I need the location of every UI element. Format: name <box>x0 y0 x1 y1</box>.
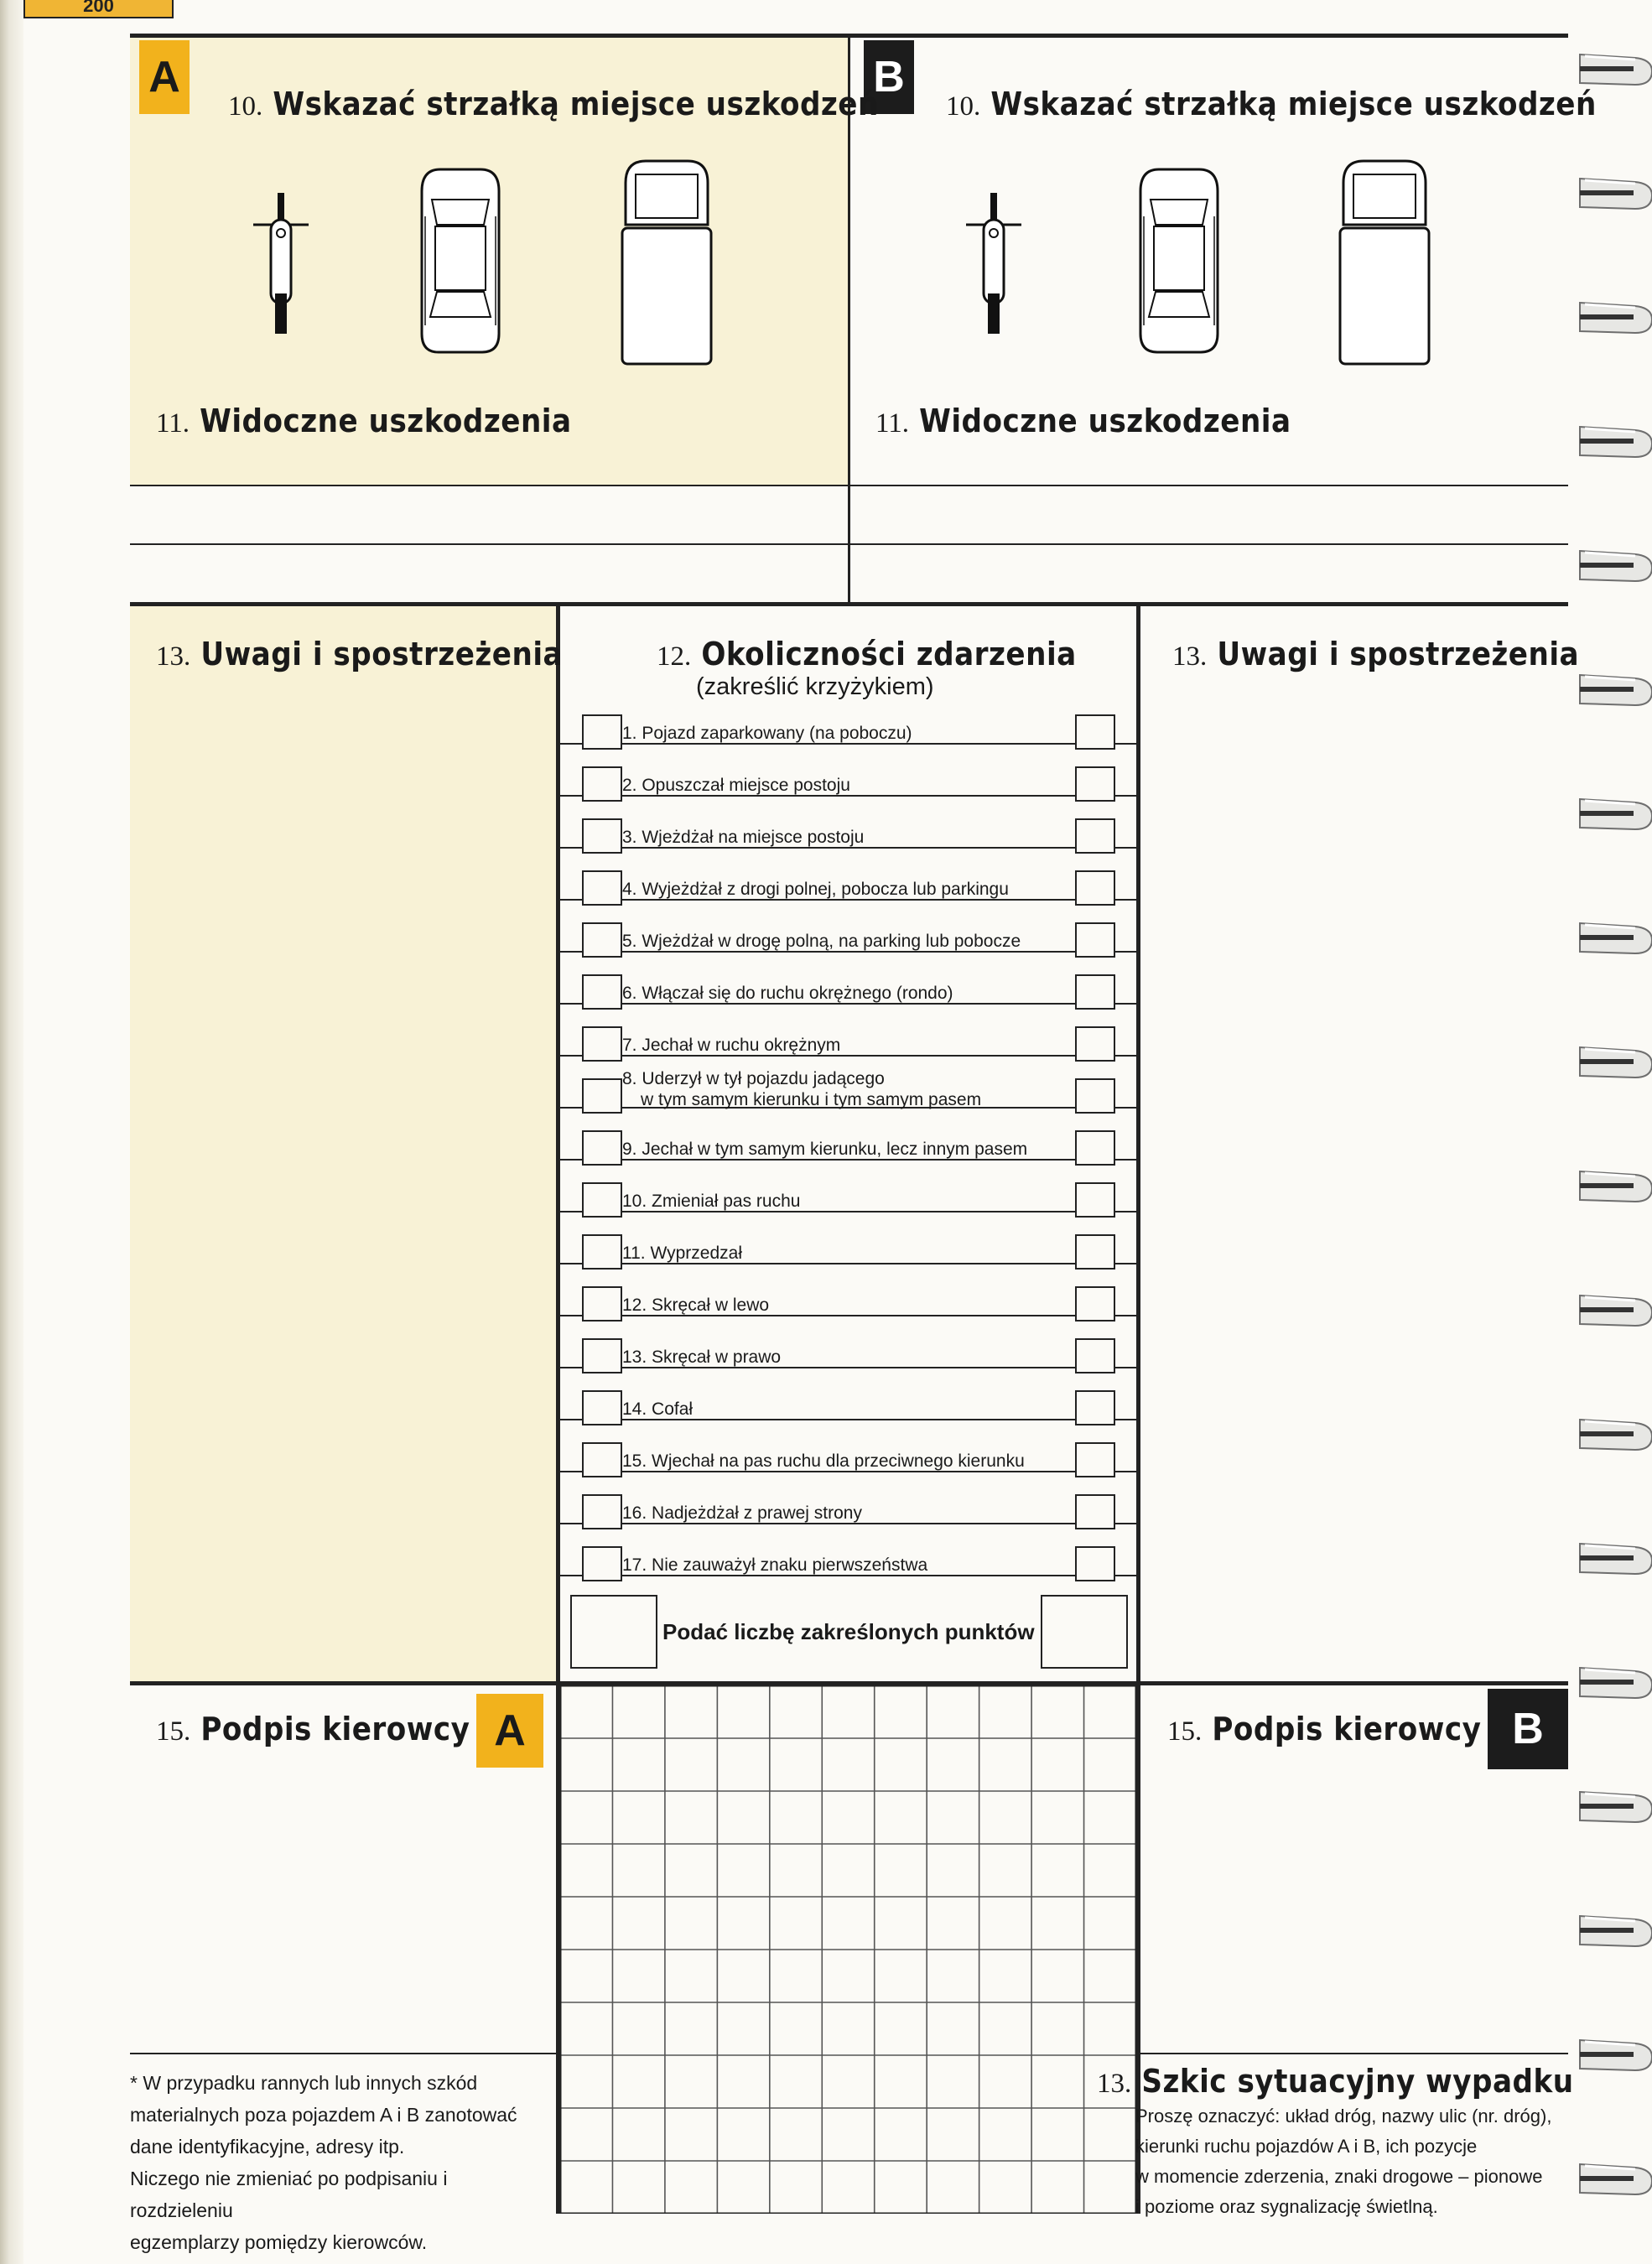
sketch-line: kierunki ruchu pojazdów A i B, ich pozycje <box>1135 2136 1478 2157</box>
binding-ring <box>1577 1039 1652 1084</box>
circumstance-item: 11. Wyprzedzał <box>622 1244 742 1263</box>
checkbox-a[interactable] <box>582 1442 622 1477</box>
footnote <box>130 2067 549 2258</box>
checkbox-a[interactable] <box>582 1182 622 1218</box>
signature-heading-b: 15. Podpis kierowcy <box>1167 1711 1482 1747</box>
binding-ring <box>1577 1287 1652 1332</box>
circumstances-subtitle: (zakreślić krzyżykiem) <box>696 673 934 700</box>
checkbox-a[interactable] <box>582 714 622 750</box>
binding-ring <box>1577 1411 1652 1457</box>
footnote-line: egzemplarzy pomiędzy kierowców. <box>130 2231 428 2253</box>
damage-point-heading-a: 10. Wskazać strzałką miejsce uszkodzeń <box>228 86 879 122</box>
count-box-a[interactable] <box>570 1595 657 1669</box>
checkbox-a[interactable] <box>582 1078 622 1114</box>
binding-ring <box>1577 418 1652 464</box>
motorcycle-icon[interactable] <box>243 168 319 335</box>
footnote-rule <box>130 2053 556 2054</box>
checkbox-a[interactable] <box>582 922 622 958</box>
binding-ring <box>1577 543 1652 588</box>
circumstance-item: 4. Wyjeżdżał z drogi polnej, pobocza lub parkingu <box>622 880 1009 899</box>
damage-line-2 <box>130 543 1568 545</box>
vehicle-b-badge: B <box>864 40 914 114</box>
page-number: 200 <box>23 0 174 18</box>
signature-b-badge: B <box>1488 1689 1568 1769</box>
circumstance-item: 12. Skręcał w lewo <box>622 1296 770 1315</box>
checkbox-a[interactable] <box>582 870 622 906</box>
circumstance-item: 2. Opuszczał miejsce postoju <box>622 776 850 795</box>
binding-ring <box>1577 170 1652 215</box>
footnote-line: materialnych poza pojazdem A i B zanotować <box>130 2104 517 2126</box>
binding-ring <box>1577 791 1652 836</box>
count-label: Podać liczbę zakreślonych punktów <box>662 1619 1035 1644</box>
sketch-line: w momencie zderzenia, znaki drogowe – pionowe <box>1135 2166 1543 2187</box>
sketch-grid[interactable] <box>560 1685 1136 2214</box>
car-icon[interactable] <box>1134 166 1224 357</box>
truck-icon[interactable] <box>617 158 716 367</box>
checkbox-a[interactable] <box>582 1234 622 1270</box>
circumstance-item: 9. Jechał w tym samym kierunku, lecz innym pasem <box>622 1140 1028 1159</box>
signature-heading-a: 15. Podpis kierowcy <box>156 1711 470 1747</box>
page-edge <box>0 0 23 2264</box>
visible-damage-heading-b: 11. Widoczne uszkodzenia <box>875 402 1291 439</box>
checkbox-a[interactable] <box>582 1546 622 1581</box>
item-line: 8. Uderzył w tył pojazdu jadącego <box>622 1069 885 1088</box>
car-icon[interactable] <box>415 166 506 357</box>
damage-point-heading-b: 10. Wskazać strzałką miejsce uszkodzeń <box>946 86 1597 122</box>
binding-ring <box>1577 46 1652 91</box>
circumstance-item: 15. Wjechał na pas ruchu dla przeciwnego kierunku <box>622 1451 1025 1471</box>
binding-ring <box>1577 1784 1652 1829</box>
truck-icon[interactable] <box>1335 158 1434 367</box>
remarks-heading-a: 13. Uwagi i spostrzeżenia <box>156 636 564 672</box>
circumstance-item: 10. Zmieniał pas ruchu <box>622 1192 801 1211</box>
circumstance-item: 5. Wjeżdżał w drogę polną, na parking lub pobocze <box>622 932 1021 951</box>
circumstance-item: 17. Nie zauważył znaku pierwszeństwa <box>622 1555 928 1575</box>
checkbox-a[interactable] <box>582 1130 622 1166</box>
binding-ring <box>1577 2032 1652 2077</box>
checkbox-a[interactable] <box>582 1390 622 1425</box>
circumstance-item <box>622 1068 1097 1110</box>
circumstance-item: 1. Pojazd zaparkowany (na poboczu) <box>622 724 912 743</box>
sketch-heading: 13. Szkic sytuacyjny wypadku <box>1097 2063 1574 2100</box>
checkbox-a[interactable] <box>582 818 622 854</box>
circumstance-item: 16. Nadjeżdżał z prawej strony <box>622 1503 862 1523</box>
binding-ring <box>1577 1659 1652 1705</box>
damage-line-1 <box>130 485 1568 486</box>
circumstance-item: 3. Wjeżdżał na miejsce postoju <box>622 828 865 847</box>
checkbox-a[interactable] <box>582 1026 622 1062</box>
signature-b-field[interactable] <box>1151 1769 1561 2046</box>
motorcycle-icon[interactable] <box>956 168 1031 335</box>
sketch-instructions <box>1135 2101 1563 2222</box>
circumstance-item: 14. Cofał <box>622 1399 694 1419</box>
remarks-a-panel[interactable] <box>130 606 556 1681</box>
binding-ring <box>1577 2156 1652 2201</box>
sketch-rule <box>1140 2053 1568 2054</box>
circumstance-item: 7. Jechał w ruchu okrężnym <box>622 1036 841 1055</box>
binding-ring <box>1577 1908 1652 1953</box>
footnote-line: dane identyfikacyjne, adresy itp. <box>130 2136 405 2158</box>
binding-ring <box>1577 1535 1652 1581</box>
checkbox-a[interactable] <box>582 1494 622 1529</box>
item-line: w tym samym kierunku i tym samym pasem <box>641 1090 982 1109</box>
circumstance-item: 13. Skręcał w prawo <box>622 1347 782 1367</box>
checkbox-a[interactable] <box>582 1338 622 1373</box>
remarks-heading-b: 13. Uwagi i spostrzeżenia <box>1172 636 1580 672</box>
vehicle-a-badge: A <box>139 40 190 114</box>
circumstances-heading: 12. Okoliczności zdarzenia <box>657 636 1077 672</box>
circumstance-item: 6. Włączał się do ruchu okrężnego (rondo) <box>622 984 953 1003</box>
checkbox-a[interactable] <box>582 766 622 802</box>
remarks-b-panel[interactable] <box>1140 696 1568 1677</box>
footnote-line: * W przypadku rannych lub innych szkód <box>130 2072 478 2094</box>
binding-ring <box>1577 1163 1652 1208</box>
count-box-b[interactable] <box>1041 1595 1128 1669</box>
binding-ring <box>1577 915 1652 960</box>
sketch-line: i poziome oraz sygnalizację świetlną. <box>1135 2196 1438 2217</box>
binding-ring <box>1577 667 1652 712</box>
checkbox-a[interactable] <box>582 1286 622 1322</box>
visible-damage-heading-a: 11. Widoczne uszkodzenia <box>156 402 572 439</box>
binding-ring <box>1577 294 1652 340</box>
sketch-line: Proszę oznaczyć: układ dróg, nazwy ulic (nr. dróg), <box>1135 2106 1552 2126</box>
signature-a-badge: A <box>476 1694 543 1768</box>
signature-a-field[interactable] <box>141 1769 552 2046</box>
footnote-line: Niczego nie zmieniać po podpisaniu i rozdzieleniu <box>130 2168 448 2221</box>
checkbox-a[interactable] <box>582 974 622 1010</box>
